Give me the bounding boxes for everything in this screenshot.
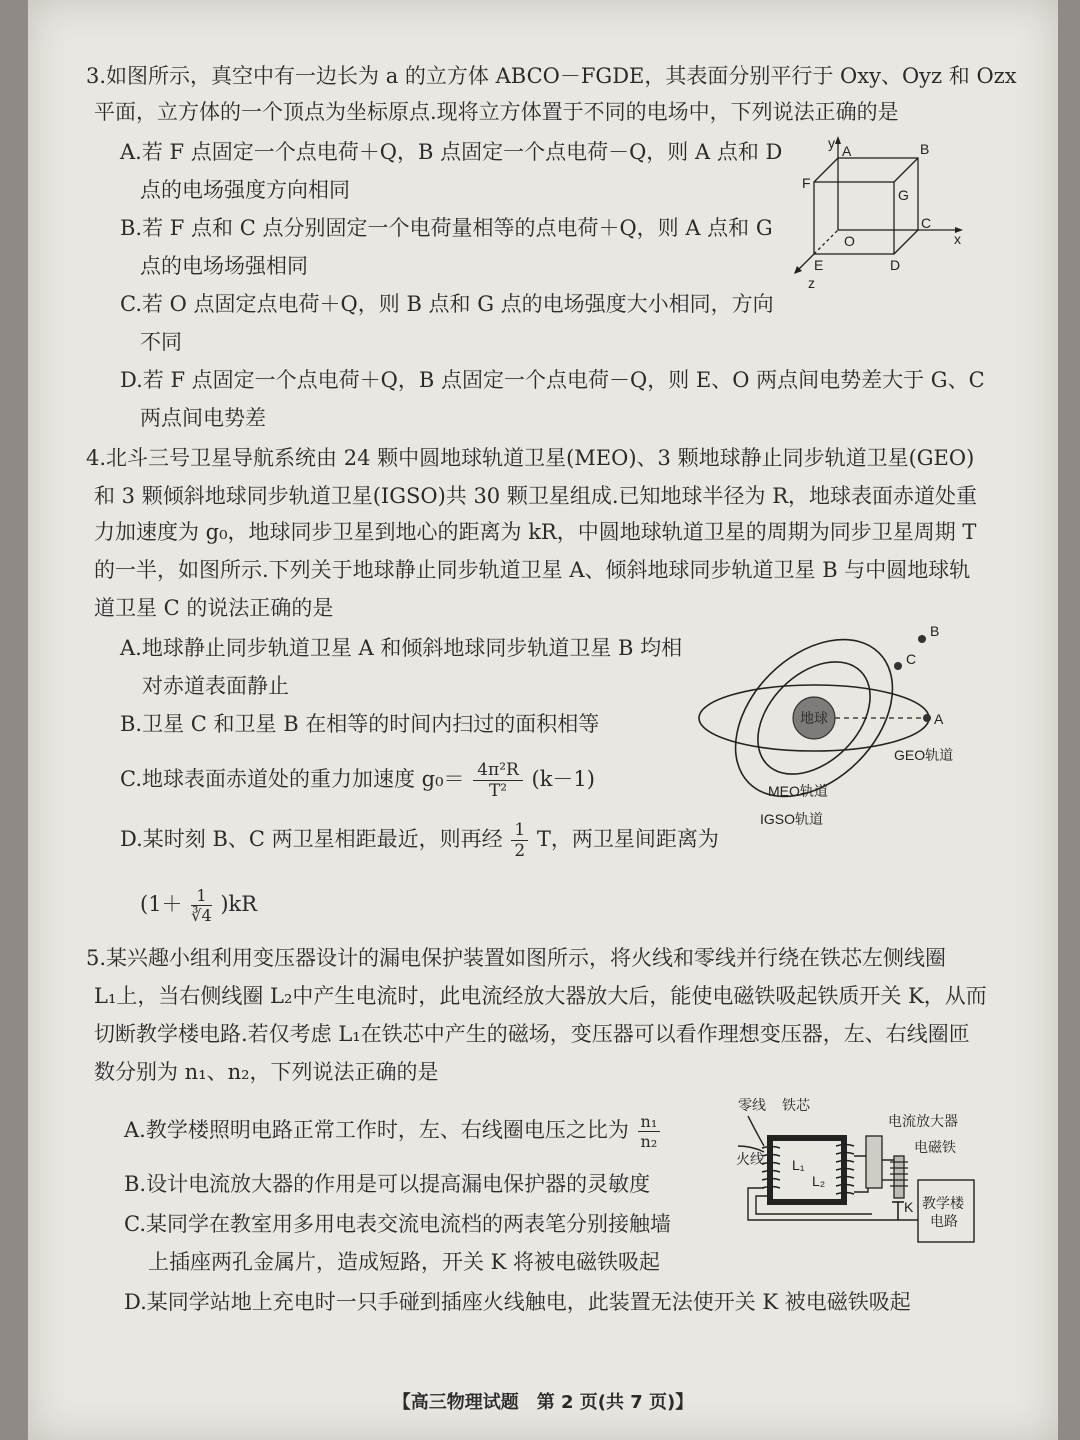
q4-d-answer-open: (1＋ (140, 892, 183, 916)
q5-option-a-prefix: A.教学楼照明电路正常工作时，左、右线圈电压之比为 (124, 1118, 629, 1142)
q4-option-d-prefix: D.某时刻 B、C 两卫星相距最近，则再经 (120, 827, 503, 851)
q4-stem-line4: 的一半，如图所示.下列关于地球静止同步轨道卫星 A、倾斜地球同步轨道卫星 B 与中圆地球轨 (94, 558, 971, 582)
q5-stem-line1: 5.某兴趣小组利用变压器设计的漏电保护装置如图所示，将火线和零线并行绕在铁芯左侧线圈 (86, 946, 947, 970)
q3-option-d-line1: D.若 F 点固定一个点电荷＋Q，B 点固定一个点电荷－Q，则 E、O 两点间电势差大于 G、C (120, 368, 985, 392)
q3-stem-line2: 平面，立方体的一个顶点为坐标原点.现将立方体置于不同的电场中，下列说法正确的是 (94, 100, 899, 124)
switch-k-label: K (904, 1199, 914, 1215)
q4-option-d-suffix: T，两卫星间距离为 (536, 827, 719, 851)
q3-option-c-line1: C.若 O 点固定点电荷＋Q，则 B 点和 G 点的电场强度大小相同，方向 (120, 292, 774, 316)
satellite-c-icon (894, 662, 902, 670)
q4-option-c-suffix: (k－1) (531, 767, 595, 791)
orbit-figure (698, 616, 998, 832)
cube-label-x: x (954, 231, 961, 247)
q4-option-c (120, 760, 595, 801)
building-label-1: 教学楼 (922, 1195, 964, 1211)
q5-option-c-line1: C.某同学在教室用多用电表交流电流档的两表笔分别接触墙 (124, 1212, 671, 1236)
orbit-label-a: A (934, 711, 944, 727)
cube-label-z: z (808, 275, 815, 291)
cube-figure (768, 136, 968, 296)
q4-c-numerator: 4π²R (473, 760, 523, 781)
meo-orbit-label: MEO轨道 (768, 783, 828, 799)
cube-label-f: F (802, 175, 811, 191)
q3-option-d-line2: 两点间电势差 (140, 406, 266, 430)
orbit-label-b: B (930, 623, 940, 639)
q4-option-d (120, 820, 719, 861)
q5-option-a (124, 1112, 662, 1151)
amplifier-label: 电流放大器 (888, 1113, 958, 1129)
q4-option-a-line2: 对赤道表面静止 (142, 674, 289, 698)
earth-label: 地球 (800, 710, 828, 726)
q4-option-d-answer (140, 886, 257, 925)
cube-label-d: D (890, 257, 901, 273)
q5-option-b: B.设计电流放大器的作用是可以提高漏电保护器的灵敏度 (124, 1172, 651, 1196)
q4-stem-line2: 和 3 颗倾斜地球同步轨道卫星(IGSO)共 30 颗卫星组成.已知地球半径为 R，地球表面赤道处重 (94, 484, 978, 508)
q4-stem-line1: 4.北斗三号卫星导航系统由 24 颗中圆地球轨道卫星(MEO)、3 颗地球静止同步轨道卫星(GEO) (86, 446, 975, 470)
q4-option-c-fraction (473, 760, 523, 801)
q3-option-b-line1: B.若 F 点和 C 点分别固定一个电荷量相等的点电荷＋Q，则 A 点和 G (120, 216, 773, 240)
satellite-a-icon (923, 714, 931, 722)
cube-label-g: G (898, 187, 909, 203)
q5-option-a-fraction (638, 1112, 661, 1151)
q4-option-c-prefix: C.地球表面赤道处的重力加速度 g₀＝ (120, 767, 465, 791)
q3-option-a-line1: A.若 F 点固定一个点电荷＋Q，B 点固定一个点电荷－Q，则 A 点和 D (120, 140, 783, 164)
q3-stem-line1: 3.如图所示，真空中有一边长为 a 的立方体 ABCO－FGDE，其表面分别平行于 Oxy、Oyz 和 Ozx (86, 64, 1017, 88)
q5-option-d: D.某同学站地上充电时一只手碰到插座火线触电，此装置无法使开关 K 被电磁铁吸起 (124, 1290, 911, 1314)
switch-k (892, 1202, 904, 1220)
q4-d-answer-denominator: ∛4 (191, 906, 212, 925)
cube-label-a: A (842, 143, 852, 159)
q5-option-c-line2: 上插座两孔金属片，造成短路，开关 K 将被电磁铁吸起 (148, 1250, 661, 1274)
q5-stem-line4: 数分别为 n₁、n₂，下列说法正确的是 (94, 1060, 439, 1084)
q4-option-a-line1: A.地球静止同步轨道卫星 A 和倾斜地球同步轨道卫星 B 均相 (120, 636, 683, 660)
q5-a-numerator: n₁ (638, 1112, 661, 1132)
cube-label-b: B (920, 141, 930, 157)
cube-label-e: E (814, 257, 824, 273)
q3-option-b-line2: 点的电场场强相同 (140, 254, 308, 278)
q5-a-denominator: n₂ (640, 1132, 658, 1151)
q4-d-answer-close: )kR (220, 892, 258, 916)
satellite-b-icon (918, 635, 926, 643)
l2-label: L₂ (812, 1173, 826, 1189)
iron-core (770, 1138, 844, 1202)
q4-d-answer-fraction (191, 886, 211, 925)
q4-stem-line5: 道卫星 C 的说法正确的是 (94, 596, 334, 620)
leakage-protector-figure (708, 1096, 978, 1252)
electromagnet-label: 电磁铁 (914, 1139, 956, 1155)
building-label-2: 电路 (930, 1213, 958, 1229)
cube-label-c: C (921, 215, 932, 231)
page-footer: 【高三物理试题 第 2 页(共 7 页)】 (392, 1392, 694, 1413)
cube-label-o: O (844, 233, 855, 249)
cube-label-y: y (828, 136, 835, 151)
q4-d-answer-numerator: 1 (191, 886, 211, 906)
neutral-wire-label: 零线 (738, 1097, 766, 1113)
exam-page (28, 0, 1058, 1440)
q4-stem-line3: 力加速度为 g₀，地球同步卫星到地心的距离为 kR，中圆地球轨道卫星的周期为同步卫星周期 T (94, 520, 977, 544)
q4-option-b: B.卫星 C 和卫星 B 在相等的时间内扫过的面积相等 (120, 712, 600, 736)
geo-orbit-label: GEO轨道 (894, 747, 954, 763)
q3-option-a-line2: 点的电场强度方向相同 (140, 178, 350, 202)
q4-d-numerator: 1 (511, 820, 528, 841)
q4-d-denominator: 2 (514, 841, 526, 861)
building-circuit-box (918, 1180, 974, 1242)
live-wire-label: 火线 (736, 1151, 764, 1167)
q4-c-denominator: T² (488, 781, 508, 801)
q5-stem-line3: 切断教学楼电路.若仅考虑 L₁在铁芯中产生的磁场，变压器可以看作理想变压器，左、右线圈匝 (94, 1022, 970, 1046)
current-amplifier (866, 1136, 882, 1188)
iron-core-label: 铁芯 (782, 1097, 810, 1113)
q5-stem-line2: L₁上，当右侧线圈 L₂中产生电流时，此电流经放大器放大后，能使电磁铁吸起铁质开关 K，从而 (94, 984, 987, 1008)
q4-option-d-fraction (511, 820, 528, 861)
l1-label: L₁ (792, 1157, 805, 1173)
orbit-label-c: C (906, 651, 917, 667)
q3-option-c-line2: 不同 (140, 330, 182, 354)
igso-orbit-label: IGSO轨道 (760, 811, 824, 827)
